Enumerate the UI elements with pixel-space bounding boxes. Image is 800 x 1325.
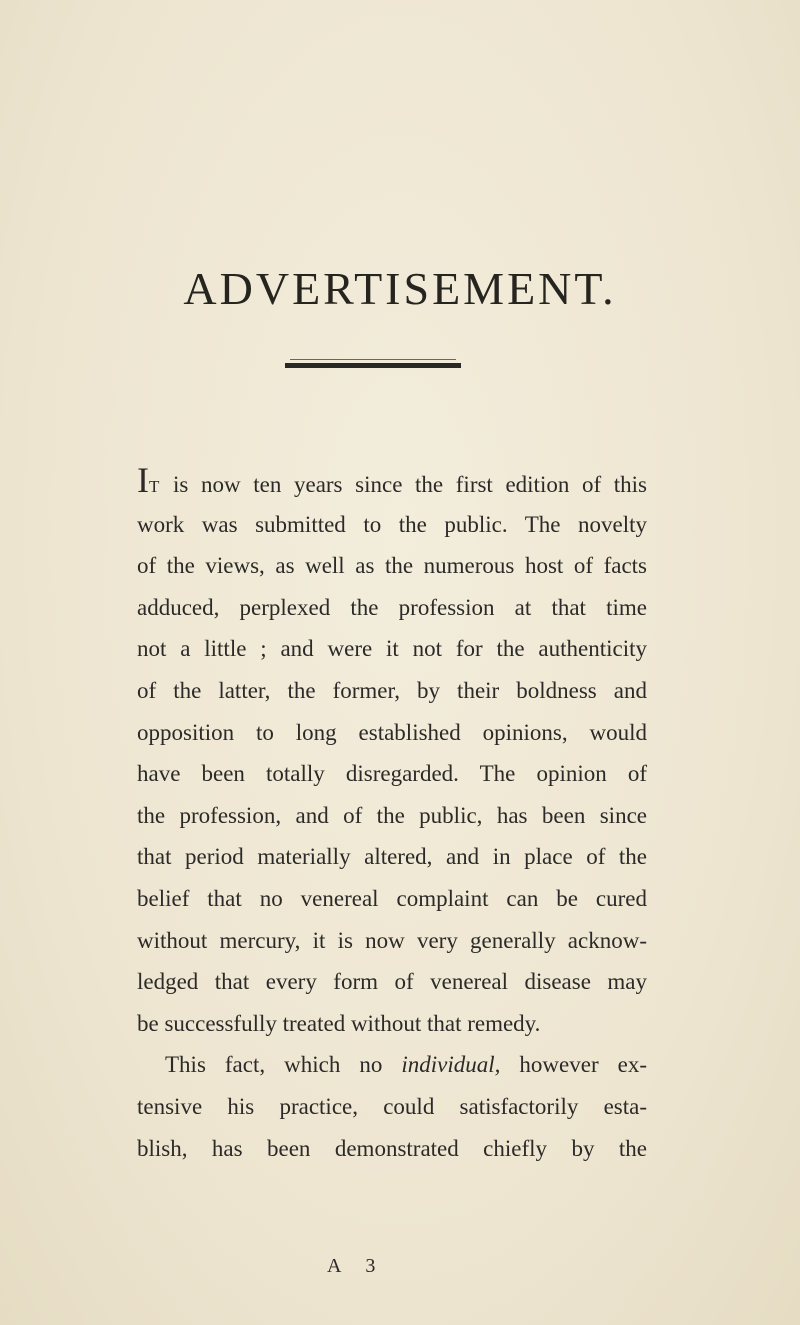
text-line-4: adduced, perplexed the profession at that time — [137, 594, 647, 620]
text-line-5: not a little ; and were it not for the authenticity — [137, 636, 647, 662]
first-word-rest: T — [149, 477, 161, 496]
text-line-9: the profession, and of the public, has been since — [137, 802, 647, 828]
line-text: is now ten years since the first edition of this — [173, 472, 647, 497]
text-line-3: of the views, as well as the numerous host of facts — [137, 553, 647, 579]
signature-mark: A 3 — [327, 1255, 386, 1277]
text-line-1 — [137, 462, 647, 504]
text-line-15 — [137, 1044, 647, 1086]
line-text: however ex- — [519, 1052, 647, 1078]
text-line-13: ledged that every form of venereal disease may — [137, 969, 647, 995]
page-heading: ADVERTISEMENT. — [183, 263, 617, 314]
text-line-11: belief that no venereal complaint can be cured — [137, 885, 647, 911]
line-text: This fact, which no — [165, 1052, 383, 1078]
text-line-8: have been totally disregarded. The opinion of — [137, 761, 647, 787]
text-line-17: blish, has been demonstrated chiefly by the — [137, 1135, 647, 1161]
decorative-rule-thin — [290, 359, 456, 360]
body-text — [137, 462, 647, 1169]
text-line-2: work was submitted to the public. The novelty — [137, 511, 647, 537]
text-line-14: be successfully treated without that remedy. — [137, 1010, 541, 1036]
text-line-16: tensive his practice, could satisfactorily esta- — [137, 1093, 647, 1119]
drop-cap: I — [137, 460, 149, 500]
italic-word: individual, — [401, 1052, 501, 1078]
text-line-6: of the latter, the former, by their boldness and — [137, 677, 647, 703]
decorative-rule — [285, 363, 461, 368]
text-line-7: opposition to long established opinions, would — [137, 719, 647, 745]
text-line-12: without mercury, it is now very generally acknow- — [137, 927, 647, 953]
text-line-10: that period materially altered, and in place of the — [137, 844, 647, 870]
